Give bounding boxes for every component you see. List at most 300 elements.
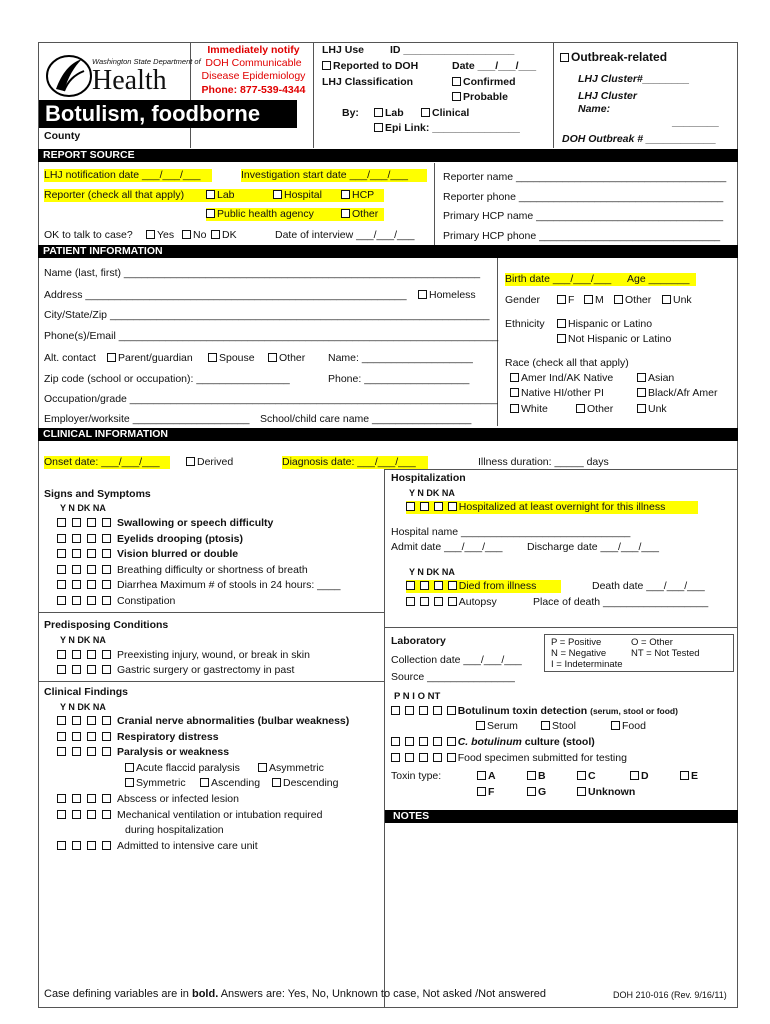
checkbox[interactable] (206, 209, 215, 218)
checkbox[interactable] (477, 771, 486, 780)
homeless-option[interactable]: Homeless (418, 289, 476, 302)
food-option[interactable]: Food (611, 720, 646, 733)
race-unk[interactable]: Unk (637, 403, 667, 416)
toxin-p-checkbox[interactable] (391, 706, 400, 715)
checkbox-n[interactable] (72, 580, 81, 589)
culture-i-checkbox[interactable] (419, 737, 428, 746)
gender-label: Gender (505, 294, 541, 306)
ethnicity-label: Ethnicity (505, 318, 545, 330)
checklist-row (57, 715, 349, 728)
checkbox[interactable] (527, 771, 536, 780)
died-y-checkbox[interactable] (406, 581, 415, 590)
illness-duration-field[interactable]: Illness duration: _____ days (478, 456, 609, 468)
lhj-notification-date[interactable]: LHJ notification date ___/___/___ (44, 169, 212, 182)
checkbox[interactable] (182, 230, 191, 239)
reporter-type-row (44, 189, 384, 202)
checkbox[interactable] (637, 404, 646, 413)
report-date-field[interactable]: Date ___/___/___ (452, 60, 537, 72)
checkbox-y[interactable] (57, 732, 66, 741)
checkbox-n[interactable] (72, 841, 81, 850)
asymmetric-option[interactable]: Asymmetric (258, 762, 324, 775)
culture-n-checkbox[interactable] (405, 737, 414, 746)
checkbox-y[interactable] (57, 518, 66, 527)
checkbox[interactable] (614, 295, 623, 304)
checkbox-n[interactable] (72, 665, 81, 674)
checkbox-y[interactable] (57, 580, 66, 589)
checkbox-dk[interactable] (87, 565, 96, 574)
checkbox[interactable] (557, 334, 566, 343)
birth-age-row (505, 273, 696, 286)
checkbox-na[interactable] (102, 534, 111, 543)
checkbox[interactable] (208, 353, 217, 362)
hospitalized-overnight-label: Hospitalized at least overnight for this illness (458, 501, 666, 513)
checkbox-y[interactable] (57, 549, 66, 558)
findings-top-line (38, 681, 384, 682)
notify-line-3: Disease Epidemiology (201, 70, 306, 82)
symmetric-option[interactable]: Symmetric (125, 777, 186, 790)
checkbox-y[interactable] (57, 650, 66, 659)
checklist-row (57, 548, 238, 561)
specimen-p-checkbox[interactable] (391, 753, 400, 762)
probable-option[interactable]: Probable (452, 91, 508, 104)
school-field[interactable]: School/child care name _________________ (260, 413, 472, 425)
checkbox[interactable] (557, 319, 566, 328)
checkbox[interactable] (341, 209, 350, 218)
checkbox[interactable] (630, 771, 639, 780)
checklist-label: Preexisting injury, wound, or break in skin (117, 649, 310, 661)
investigation-start-date[interactable]: Investigation start date ___/___/___ (241, 169, 427, 182)
checklist-row (57, 731, 219, 744)
checkbox-y[interactable] (57, 596, 66, 605)
checkbox[interactable] (272, 778, 281, 787)
reporter-lab-option[interactable]: Lab (206, 189, 235, 202)
checkbox-y[interactable] (57, 716, 66, 725)
checkbox[interactable] (680, 771, 689, 780)
collection-date-field[interactable]: Collection date ___/___/___ (391, 654, 522, 666)
clinical-divider (384, 469, 385, 1008)
alt-contact-phone[interactable]: Phone: __________________ (328, 373, 470, 385)
checklist-row (57, 517, 273, 530)
checkbox-dk[interactable] (87, 580, 96, 589)
discharge-date-field[interactable]: Discharge date ___/___/___ (527, 541, 659, 553)
checkbox[interactable] (557, 295, 566, 304)
report-divider (434, 163, 435, 245)
checkbox-dk[interactable] (87, 841, 96, 850)
checklist-row (57, 649, 310, 662)
checkbox[interactable] (322, 61, 331, 70)
checkbox[interactable] (477, 787, 486, 796)
reported-to-doh[interactable]: Reported to DOH (322, 60, 418, 73)
reporter-check-label: Reporter (check all that apply) (44, 189, 185, 201)
predisposing-heading: Predisposing Conditions (44, 619, 169, 631)
checkbox-dk[interactable] (87, 794, 96, 803)
checkbox[interactable] (374, 108, 383, 117)
autopsy-y-checkbox[interactable] (406, 597, 415, 606)
ok-to-talk-no[interactable]: No (182, 229, 206, 242)
checklist-label: during hospitalization (125, 824, 224, 836)
age-field[interactable]: Age _______ (627, 273, 690, 285)
culture-p-checkbox[interactable] (391, 737, 400, 746)
city-state-zip-field[interactable]: City/State/Zip _________________________________________________________________ (44, 309, 490, 321)
checkbox-n[interactable] (72, 810, 81, 819)
checkbox[interactable] (125, 778, 134, 787)
toxin-f-option[interactable]: F (477, 786, 494, 799)
checkbox-na[interactable] (102, 810, 111, 819)
autopsy-n-checkbox[interactable] (420, 597, 429, 606)
stool-option[interactable]: Stool (541, 720, 576, 733)
ascending-option[interactable]: Ascending (200, 777, 260, 790)
form-id: DOH 210-016 (Rev. 9/16/11) (613, 990, 727, 1000)
toxin-e-option[interactable]: E (680, 770, 698, 783)
lhj-cluster-name-line[interactable]: ________ (672, 116, 719, 128)
toxin-c-option[interactable]: C (577, 770, 596, 783)
food-specimen-label: Food specimen submitted for testing (457, 752, 627, 764)
checkbox-dk[interactable] (87, 810, 96, 819)
checkbox[interactable] (125, 763, 134, 772)
clinical-findings-heading: Clinical Findings (44, 686, 129, 698)
toxin-a-option[interactable]: A (477, 770, 496, 783)
county-label: County (44, 130, 81, 142)
toxin-g-option[interactable]: G (527, 786, 546, 799)
checkbox[interactable] (258, 763, 267, 772)
checklist-row (57, 533, 243, 546)
phone-email-field[interactable]: Phone(s)/Email _________________________________________________________________ (44, 330, 499, 342)
toxin-unknown-option[interactable]: Unknown (577, 786, 635, 799)
by-epi-link-option[interactable]: Epi Link: _______________ (374, 122, 520, 135)
alt-contact-parent[interactable]: Parent/guardian (107, 352, 193, 365)
died-dk-checkbox[interactable] (434, 581, 443, 590)
checkbox-n[interactable] (72, 732, 81, 741)
checkbox[interactable] (374, 123, 383, 132)
reporter-phone-field[interactable]: Reporter phone ___________________________________ (443, 191, 724, 203)
acute-flaccid-option[interactable]: Acute flaccid paralysis (125, 762, 240, 775)
died-na-checkbox[interactable] (448, 581, 457, 590)
occupation-field[interactable]: Occupation/grade _______________________________________________________________ (44, 393, 498, 405)
by-clinical-option[interactable]: Clinical (421, 107, 469, 120)
race-black[interactable]: Black/Afr Amer (637, 387, 717, 400)
reporter-other-option[interactable]: Other (341, 208, 378, 221)
hosp-y-checkbox[interactable] (406, 502, 415, 511)
checkbox-na[interactable] (102, 580, 111, 589)
findings-ynkna-header: Y N DK NA (60, 702, 106, 712)
death-date-field[interactable]: Death date ___/___/___ (592, 580, 705, 592)
doh-logo-icon (44, 53, 94, 99)
checkbox[interactable] (576, 404, 585, 413)
checkbox-na[interactable] (102, 549, 111, 558)
hosp-na-checkbox[interactable] (448, 502, 457, 511)
autopsy-dk-checkbox[interactable] (434, 597, 443, 606)
culture-o-checkbox[interactable] (433, 737, 442, 746)
zip-code-field[interactable]: Zip code (school or occupation): ________________ (44, 373, 290, 385)
outbreak-related-option[interactable]: Outbreak-related (560, 50, 667, 64)
checkbox-dk[interactable] (87, 534, 96, 543)
checklist-row (57, 564, 308, 577)
specimen-i-checkbox[interactable] (419, 753, 428, 762)
signs-symptoms-heading: Signs and Symptoms (44, 488, 151, 500)
checkbox-dk[interactable] (87, 518, 96, 527)
checkbox-n[interactable] (72, 596, 81, 605)
race-amer-ind[interactable]: Amer Ind/AK Native (510, 372, 613, 385)
checkbox-dk[interactable] (87, 716, 96, 725)
signs-ynkna-header: Y N DK NA (60, 503, 106, 513)
checklist-label: Paralysis or weakness (117, 746, 230, 758)
by-label: By: (342, 107, 359, 119)
checkbox-na[interactable] (102, 518, 111, 527)
checkbox-na[interactable] (102, 747, 111, 756)
checkbox-na[interactable] (102, 716, 111, 725)
predisposing-top-line (38, 612, 384, 613)
checkbox[interactable] (273, 190, 282, 199)
checkbox-n[interactable] (72, 518, 81, 527)
autopsy-row (406, 596, 497, 609)
toxin-detection-note: (serum, stool or food) (590, 706, 678, 716)
address-field[interactable]: Address _______________________________________________________ (44, 289, 407, 301)
date-of-interview[interactable]: Date of interview ___/___/___ (275, 229, 415, 241)
died-row (406, 580, 561, 593)
checkbox-dk[interactable] (87, 732, 96, 741)
logo-word: Health (92, 65, 167, 96)
case-defining-note: Case defining variables are in bold. Answers are: Yes, No, Unknown to case, Not asked /Not answered (44, 988, 546, 1000)
laboratory-heading: Laboratory (391, 635, 446, 647)
checkbox[interactable] (510, 404, 519, 413)
by-lab-option[interactable]: Lab (374, 107, 404, 120)
checklist-label: Constipation (117, 594, 176, 607)
checkbox[interactable] (206, 190, 215, 199)
birth-date-field[interactable]: Birth date ___/___/___ (505, 273, 612, 285)
notify-phone: Phone: 877-539-4344 (201, 84, 306, 96)
food-specimen-row (391, 752, 627, 765)
toxin-detection-label: Botulinum toxin detection (457, 705, 588, 717)
alt-contact-label: Alt. contact (44, 352, 96, 364)
checkbox-na[interactable] (102, 565, 111, 574)
checkbox[interactable] (637, 373, 646, 382)
checkbox-n[interactable] (72, 650, 81, 659)
legend-positive: P = Positive (551, 637, 602, 648)
toxin-detection-row (391, 705, 678, 718)
checkbox[interactable] (186, 457, 195, 466)
checkbox[interactable] (421, 108, 430, 117)
checkbox[interactable] (341, 190, 350, 199)
descending-option[interactable]: Descending (272, 777, 338, 790)
onset-derived-option[interactable]: Derived (186, 456, 233, 469)
legend-other: O = Other (631, 637, 673, 648)
checkbox-y[interactable] (57, 665, 66, 674)
toxin-type-label: Toxin type: (391, 770, 442, 782)
report-source-header: REPORT SOURCE (38, 149, 738, 162)
toxin-o-checkbox[interactable] (433, 706, 442, 715)
checkbox[interactable] (452, 92, 461, 101)
checkbox[interactable] (268, 353, 277, 362)
culture-row (391, 736, 595, 749)
hospital-name-field[interactable]: Hospital name _____________________________ (391, 526, 631, 538)
toxin-nt-checkbox[interactable] (447, 706, 456, 715)
hosp-n-checkbox[interactable] (420, 502, 429, 511)
checkbox[interactable] (418, 290, 427, 299)
reporter-hcp-option[interactable]: HCP (341, 189, 374, 202)
patient-info-header: PATIENT INFORMATION (38, 245, 738, 258)
checkbox[interactable] (211, 230, 220, 239)
hospitalized-overnight-row (406, 501, 698, 514)
reporter-public-health-option[interactable]: Public health agency (206, 208, 314, 220)
serum-option[interactable]: Serum (476, 720, 518, 733)
died-n-checkbox[interactable] (420, 581, 429, 590)
lab-top-line (384, 627, 738, 628)
checkbox[interactable] (541, 721, 550, 730)
predisposing-ynkna-header: Y N DK NA (60, 635, 106, 645)
primary-hcp-phone-field[interactable]: Primary HCP phone _______________________________ (443, 230, 721, 242)
legend-negative: N = Negative (551, 648, 607, 659)
checkbox[interactable] (662, 295, 671, 304)
death-ynkna-header: Y N DK NA (409, 567, 455, 577)
reporter-type-row-2 (206, 208, 384, 221)
checkbox[interactable] (611, 721, 620, 730)
checkbox-n[interactable] (72, 716, 81, 725)
legend-not-tested: NT = Not Tested (631, 648, 700, 659)
admit-date-field[interactable]: Admit date ___/___/___ (391, 541, 503, 553)
checklist-row (57, 664, 294, 677)
header-divider-2 (313, 42, 314, 148)
checkbox-dk[interactable] (87, 650, 96, 659)
hosp-ynkna-header: Y N DK NA (409, 488, 455, 498)
employer-field[interactable]: Employer/worksite ____________________ (44, 413, 250, 425)
checkbox-n[interactable] (72, 794, 81, 803)
checkbox[interactable] (577, 771, 586, 780)
primary-hcp-name-field[interactable]: Primary HCP name ________________________________ (443, 210, 724, 222)
gender-other[interactable]: Other (614, 294, 651, 307)
checkbox-na[interactable] (102, 794, 111, 803)
checkbox[interactable] (527, 787, 536, 796)
checkbox-na[interactable] (102, 732, 111, 741)
patient-name-field[interactable]: Name (last, first) _____________________________________________________________ (44, 267, 481, 279)
toxin-n-checkbox[interactable] (405, 706, 414, 715)
checkbox-n[interactable] (72, 549, 81, 558)
checklist-row (57, 809, 322, 822)
gender-m[interactable]: M (584, 294, 604, 307)
ok-to-talk-yes[interactable]: Yes (146, 229, 174, 242)
autopsy-label: Autopsy (458, 596, 497, 608)
checklist-row (125, 824, 224, 837)
checklist-row (57, 746, 229, 759)
toxin-d-option[interactable]: D (630, 770, 649, 783)
checkbox-dk[interactable] (87, 747, 96, 756)
doh-outbreak-number[interactable]: DOH Outbreak # ____________ (562, 133, 717, 145)
checkbox-y[interactable] (57, 810, 66, 819)
race-asian[interactable]: Asian (637, 372, 674, 385)
race-white[interactable]: White (510, 403, 548, 416)
checkbox[interactable] (560, 53, 569, 62)
confirmed-option[interactable]: Confirmed (452, 76, 516, 89)
reporter-hospital-option[interactable]: Hospital (273, 189, 322, 202)
notes-header: NOTES (385, 810, 738, 823)
checkbox-na[interactable] (102, 665, 111, 674)
ethnicity-hispanic[interactable]: Hispanic or Latino (557, 318, 652, 331)
checkbox-y[interactable] (57, 534, 66, 543)
checkbox-y[interactable] (57, 841, 66, 850)
hospitalization-heading: Hospitalization (391, 472, 466, 484)
alt-contact-other[interactable]: Other (268, 352, 305, 365)
reporter-name-field[interactable]: Reporter name ____________________________________ (443, 171, 727, 183)
checklist-label: Breathing difficulty or shortness of breath (117, 563, 308, 576)
checkbox[interactable] (510, 388, 519, 397)
gender-f[interactable]: F (557, 294, 574, 307)
race-other[interactable]: Other (576, 403, 613, 416)
checklist-label: Mechanical ventilation or intubation required (117, 809, 323, 821)
header-divider-3 (553, 42, 554, 148)
place-of-death-field[interactable]: Place of death __________________ (533, 596, 709, 608)
race-native-hi[interactable]: Native HI/other PI (510, 387, 604, 400)
checkbox[interactable] (584, 295, 593, 304)
checkbox-n[interactable] (72, 565, 81, 574)
checkbox-y[interactable] (57, 565, 66, 574)
checkbox-na[interactable] (102, 650, 111, 659)
alt-contact-spouse[interactable]: Spouse (208, 352, 255, 365)
hosp-dk-checkbox[interactable] (434, 502, 443, 511)
lhj-use-label: LHJ Use (322, 44, 365, 56)
checkbox[interactable] (510, 373, 519, 382)
checkbox-na[interactable] (102, 596, 111, 605)
specimen-n-checkbox[interactable] (405, 753, 414, 762)
agency-name: Washington State Department of (92, 57, 201, 66)
checkbox[interactable] (452, 77, 461, 86)
checkbox-dk[interactable] (87, 549, 96, 558)
checklist-row (57, 840, 258, 853)
checkbox-n[interactable] (72, 747, 81, 756)
checkbox[interactable] (146, 230, 155, 239)
clinical-info-header: CLINICAL INFORMATION (38, 428, 738, 441)
checklist-label: Vision blurred or double (117, 548, 239, 560)
lhj-classification-label: LHJ Classification (322, 76, 414, 88)
checkbox[interactable] (476, 721, 485, 730)
died-label: Died from illness (458, 580, 537, 592)
onset-date-field[interactable]: Onset date: ___/___/___ (44, 456, 170, 469)
checkbox-y[interactable] (57, 747, 66, 756)
toxin-b-option[interactable]: B (527, 770, 546, 783)
checklist-label: Gastric surgery or gastrectomy in past (117, 664, 295, 676)
culture-nt-checkbox[interactable] (447, 737, 456, 746)
toxin-i-checkbox[interactable] (419, 706, 428, 715)
checklist-row (57, 793, 239, 806)
source-field[interactable]: Source _______________ (391, 671, 515, 683)
checkbox-dk[interactable] (87, 665, 96, 674)
specimen-nt-checkbox[interactable] (447, 753, 456, 762)
checkbox-na[interactable] (102, 841, 111, 850)
lhj-cluster-label: LHJ Cluster (578, 90, 637, 102)
checkbox-dk[interactable] (87, 596, 96, 605)
specimen-o-checkbox[interactable] (433, 753, 442, 762)
checkbox-y[interactable] (57, 794, 66, 803)
checkbox-n[interactable] (72, 534, 81, 543)
checklist-label: Cranial nerve abnormalities (bulbar weakness) (117, 715, 350, 727)
checkbox[interactable] (577, 787, 586, 796)
checklist-label: Abscess or infected lesion (117, 793, 239, 805)
checkbox[interactable] (200, 778, 209, 787)
alt-contact-name[interactable]: Name: ___________________ (328, 352, 473, 364)
notes-area[interactable] (386, 824, 737, 1006)
checklist-label: Eyelids drooping (ptosis) (117, 532, 244, 545)
autopsy-na-checkbox[interactable] (448, 597, 457, 606)
gender-unk[interactable]: Unk (662, 294, 692, 307)
result-legend (544, 634, 734, 672)
checklist-row (57, 595, 175, 608)
checkbox[interactable] (637, 388, 646, 397)
ok-to-talk-dk[interactable]: DK (211, 229, 237, 242)
lhj-cluster-number[interactable]: LHJ Cluster#________ (578, 73, 690, 85)
ethnicity-not-hispanic[interactable]: Not Hispanic or Latino (557, 333, 671, 346)
diagnosis-date-field[interactable]: Diagnosis date: ___/___/___ (282, 456, 428, 469)
lhj-cluster-name-label: Name: (578, 103, 611, 115)
checkbox[interactable] (107, 353, 116, 362)
lhj-id-field[interactable]: ID ___________________ (390, 44, 515, 56)
